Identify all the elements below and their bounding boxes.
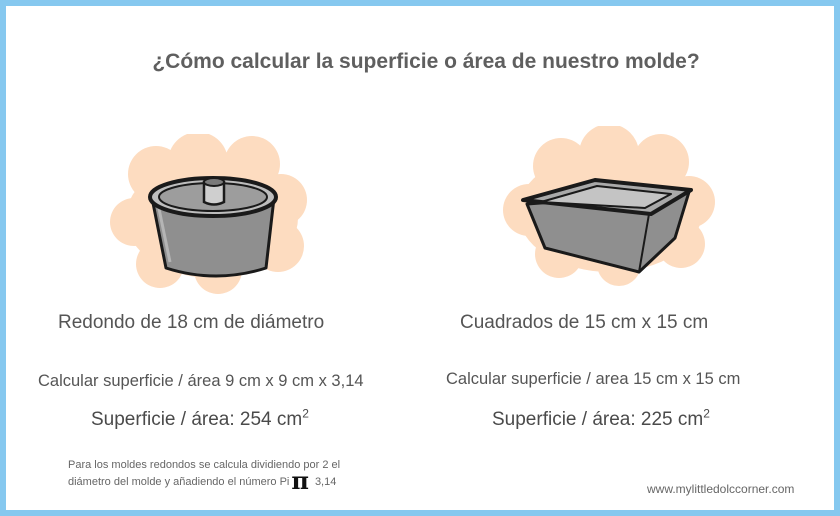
square-pan-area-label: Superficie / área: 225 cm xyxy=(492,409,704,430)
round-pan-illustration xyxy=(106,134,318,296)
square-pan-illustration xyxy=(499,126,721,288)
square-pan-area-exponent: 2 xyxy=(703,406,710,421)
note-pi-value: 3,14 xyxy=(314,476,337,488)
note-line-2 xyxy=(68,466,408,495)
round-pan-area-exponent: 2 xyxy=(302,406,309,421)
pi-symbol: π xyxy=(291,466,309,495)
round-pan-calculation: Calcular superficie / área 9 cm x 9 cm x 3,14 xyxy=(38,372,364,390)
note-line-2-text: diámetro del molde y añadiendo el número Pi xyxy=(68,476,290,488)
round-pan-note xyxy=(68,458,408,495)
website-url: www.mylittledolccorner.com xyxy=(647,482,795,496)
round-pan-area-label: Superficie / área: 254 cm xyxy=(91,409,303,430)
round-pan-area xyxy=(91,406,309,431)
page-title: ¿Cómo calcular la superficie o área de nuestro molde? xyxy=(152,50,700,73)
square-pan-area xyxy=(492,406,710,431)
round-pan-name: Redondo de 18 cm de diámetro xyxy=(58,312,325,333)
square-pan-calculation: Calcular superficie / area 15 cm x 15 cm xyxy=(446,370,741,388)
square-pan-name: Cuadrados de 15 cm x 15 cm xyxy=(460,312,709,333)
note-line-1: Para los moldes redondos se calcula dividiendo por 2 el xyxy=(68,459,341,471)
